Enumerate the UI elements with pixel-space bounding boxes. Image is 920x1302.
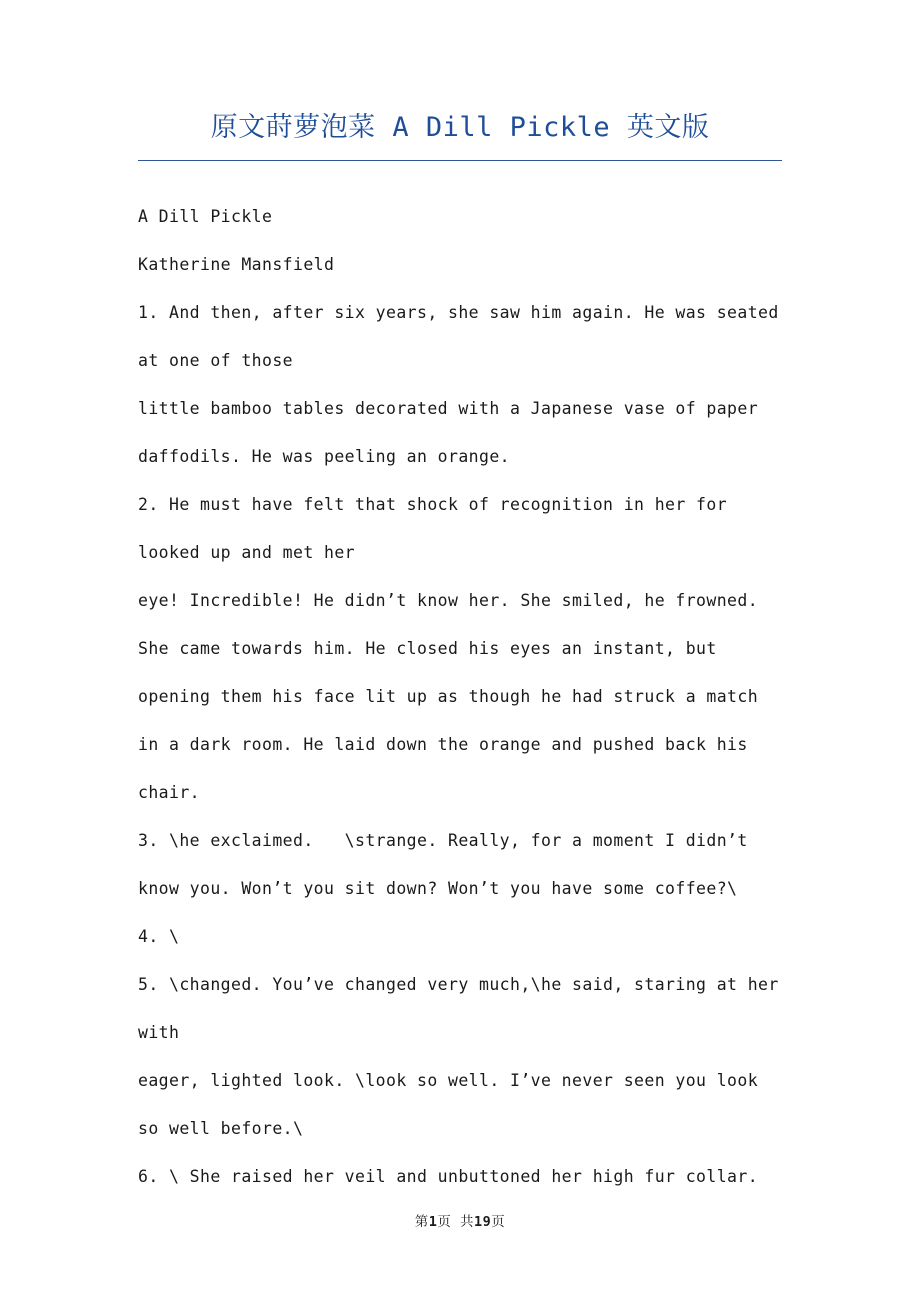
footer-suffix: 页 <box>491 1214 506 1230</box>
paragraph: 3. \he exclaimed. \strange. Really, for a moment I didn’t know you. Won’t you sit down? Won’t you have some coffee?\ <box>138 831 759 899</box>
paragraph: 2. He must have felt that shock of recognition in her for looked up and met her <box>138 495 738 563</box>
footer-current-page: 1 <box>428 1214 438 1230</box>
document-body <box>0 161 920 1201</box>
paragraph: little bamboo tables decorated with a Japanese vase of paper daffodils. He was peeling an orange. <box>138 399 769 467</box>
paragraph: 4. \ <box>138 927 180 947</box>
paragraph: eager, lighted look. \look so well. I’ve never seen you look so well before.\ <box>138 1071 769 1139</box>
footer-total-pages: 19 <box>474 1214 492 1230</box>
paragraph: 6. \ She raised her veil and unbuttoned her high fur collar. <box>138 1167 759 1187</box>
page-footer <box>0 1210 920 1230</box>
paragraph: 5. \changed. You’ve changed very much,\he said, staring at her with <box>138 975 790 1043</box>
footer-middle: 页 共 <box>437 1214 474 1230</box>
paragraph: Katherine Mansfield <box>138 255 335 275</box>
page-title: 原文莳萝泡菜 A Dill Pickle 英文版 <box>210 112 710 143</box>
footer-prefix: 第 <box>414 1214 429 1230</box>
paragraph: A Dill Pickle <box>138 207 273 227</box>
paragraph: eye! Incredible! He didn’t know her. She smiled, he frowned. She came towards him. He closed his eyes an instant, but opening them his face lit up as though he had struck a match in a dark room. He laid down the orange and pushed back his chair. <box>138 591 769 803</box>
paragraph: 1. And then, after six years, she saw him again. He was seated at one of those <box>138 303 790 371</box>
